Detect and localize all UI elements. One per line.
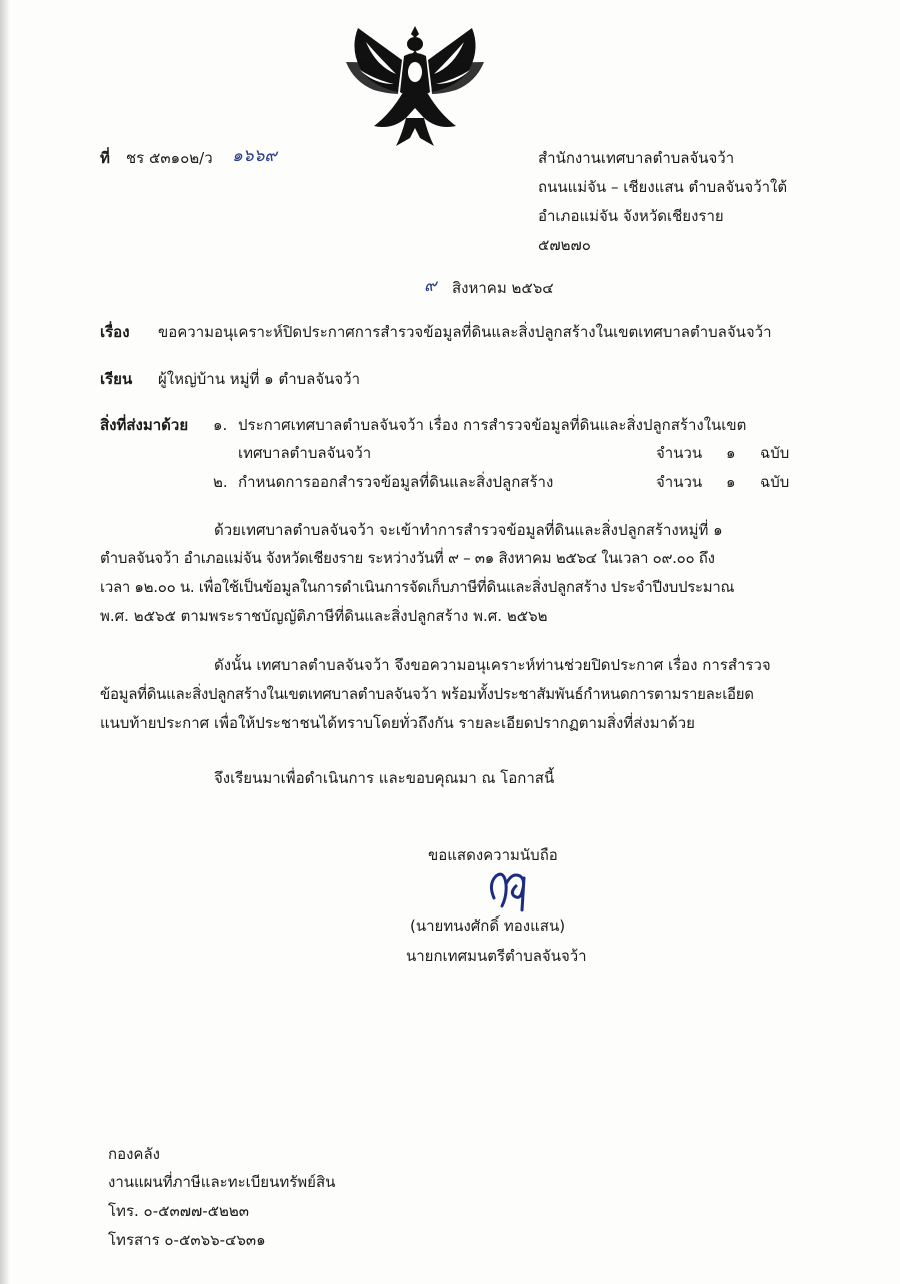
sender-address-line: ๕๗๒๗๐ xyxy=(538,236,591,254)
enclosure-text: ประกาศเทศบาลตำบลจันจว้า เรื่อง การสำรวจข้อมูลที่ดินและสิ่งปลูกสร้างในเขต xyxy=(238,416,747,434)
handwritten-signature xyxy=(480,866,560,912)
subject-label: เรื่อง xyxy=(100,323,130,341)
body-paragraph-line: ตำบลจันจว้า อำเภอแม่จัน จังหวัดเชียงราย ระหว่างวันที่ ๙ – ๓๑ สิงหาคม ๒๕๖๔ ในเวลา ๐๙.๐๐ ถึง xyxy=(100,549,715,567)
scan-edge xyxy=(0,0,10,1284)
ref-number-handwritten: ๑๖๖๙ xyxy=(232,146,277,166)
enclosure-qty: ๑ xyxy=(726,444,736,462)
sender-address-line: ถนนแม่จัน – เชียงแสน ตำบลจันจว้าใต้ xyxy=(538,178,788,196)
enclosure-qty: ๑ xyxy=(726,473,736,491)
closing-request: จึงเรียนมาเพื่อดำเนินการ และขอบคุณมา ณ โอกาสนี้ xyxy=(214,769,555,787)
enclosures-label: สิ่งที่ส่งมาด้วย xyxy=(100,416,189,434)
signer-position: นายกเทศมนตรีตำบลจันจว้า xyxy=(406,947,587,965)
body-paragraph-line: ดังนั้น เทศบาลตำบลจันจว้า จึงขอความอนุเคราะห์ท่านช่วยปิดประกาศ เรื่อง การสำรวจ xyxy=(214,656,771,674)
body-paragraph-line: ข้อมูลที่ดินและสิ่งปลูกสร้างในเขตเทศบาลตำบลจันจว้า พร้อมทั้งประชาสัมพันธ์กำหนดการตามรายละเอียด xyxy=(100,685,754,703)
signature-closing: ขอแสดงความนับถือ xyxy=(428,846,558,864)
recipient-label: เรียน xyxy=(100,370,133,388)
enclosure-qty-label: จำนวน xyxy=(656,444,703,462)
garuda-emblem-icon xyxy=(340,22,490,150)
ref-code: ชร ๕๓๑๐๒/ว xyxy=(126,149,213,167)
footer-line: โทร. ๐-๕๓๗๗-๕๒๒๓ xyxy=(108,1202,250,1220)
enclosure-text: เทศบาลตำบลจันจว้า xyxy=(238,444,372,462)
enclosure-unit: ฉบับ xyxy=(760,473,790,491)
date-month-year: สิงหาคม ๒๕๖๔ xyxy=(452,279,554,297)
enclosure-text: กำหนดการออกสำรวจข้อมูลที่ดินและสิ่งปลูกสร้าง xyxy=(238,473,554,491)
body-paragraph-line: แนบท้ายประกาศ เพื่อให้ประชาชนได้ทราบโดยทั่วถึงกัน รายละเอียดปรากฏตามสิ่งที่ส่งมาด้วย xyxy=(100,714,695,732)
body-paragraph-line: ด้วยเทศบาลตำบลจันจว้า จะเข้าทำการสำรวจข้อมูลที่ดินและสิ่งปลูกสร้างหมู่ที่ ๑ xyxy=(214,521,723,539)
body-paragraph-line: เวลา ๑๒.๐๐ น. เพื่อใช้เป็นข้อมูลในการดำเนินการจัดเก็บภาษีที่ดินและสิ่งปลูกสร้าง ประจำปีงบประมาณ xyxy=(100,578,735,596)
body-paragraph-line: พ.ศ. ๒๕๖๕ ตามพระราชบัญญัติภาษีที่ดินและสิ่งปลูกสร้าง พ.ศ. ๒๕๖๒ xyxy=(100,607,548,625)
enclosure-qty-label: จำนวน xyxy=(656,473,703,491)
enclosure-number: ๒. xyxy=(213,473,228,491)
recipient-text: ผู้ใหญ่บ้าน หมู่ที่ ๑ ตำบลจันจว้า xyxy=(158,370,361,388)
footer-line: งานแผนที่ภาษีและทะเบียนทรัพย์สิน xyxy=(108,1173,336,1191)
enclosure-number: ๑. xyxy=(213,416,228,434)
date-day-handwritten: ๙ xyxy=(424,276,437,296)
footer-line: กองคลัง xyxy=(108,1145,160,1163)
enclosure-unit: ฉบับ xyxy=(760,444,790,462)
subject-text: ขอความอนุเคราะห์ปิดประกาศการสำรวจข้อมูลที่ดินและสิ่งปลูกสร้างในเขตเทศบาลตำบลจันจว้า xyxy=(158,323,772,341)
footer-line: โทรสาร ๐-๕๓๖๖-๔๖๓๑ xyxy=(108,1231,266,1249)
signer-name: (นายทนงศักดิ์ ทองแสน) xyxy=(410,917,566,935)
ref-label: ที่ xyxy=(100,149,110,167)
sender-address-line: สำนักงานเทศบาลตำบลจันจว้า xyxy=(538,149,735,167)
sender-address-line: อำเภอแม่จัน จังหวัดเชียงราย xyxy=(538,207,724,225)
